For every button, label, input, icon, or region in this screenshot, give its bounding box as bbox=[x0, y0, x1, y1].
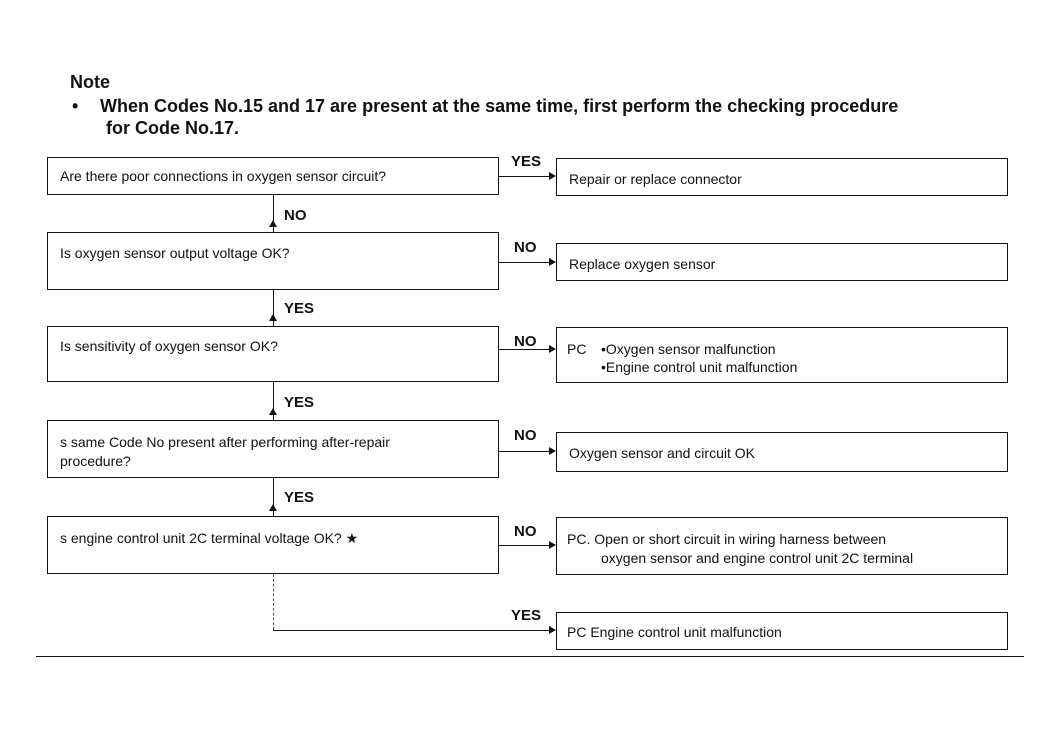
note-line-1 bbox=[70, 96, 898, 117]
result-item-3b: •Engine control unit malfunction bbox=[601, 359, 798, 375]
final-label: YES bbox=[511, 607, 542, 624]
note-line-2: for Code No.17. bbox=[106, 118, 240, 138]
arrow-up-icon bbox=[269, 314, 277, 321]
result-box-1 bbox=[556, 158, 1008, 196]
arrow-up-icon bbox=[269, 220, 277, 227]
connector-line bbox=[273, 630, 549, 631]
result-text-2: Replace oxygen sensor bbox=[569, 256, 716, 272]
result-text-5b: oxygen sensor and engine control unit 2C terminal bbox=[601, 550, 914, 566]
bullet-icon: • bbox=[72, 96, 79, 116]
question-box-2 bbox=[47, 232, 499, 290]
result-box-final bbox=[556, 612, 1008, 650]
question-box-5 bbox=[47, 516, 499, 574]
result-box-2 bbox=[556, 243, 1008, 281]
result-text-5a: PC. Open or short circuit in wiring harness between bbox=[567, 531, 887, 547]
arrow-up-icon bbox=[269, 504, 277, 511]
note-text-1: When Codes No.15 and 17 are present at the same time, first perform the checking procedure bbox=[100, 96, 899, 116]
connector-line bbox=[499, 451, 549, 452]
result-prefix-3: PC bbox=[567, 341, 587, 357]
arrow-right-icon bbox=[549, 626, 556, 634]
question-text-4b: procedure? bbox=[60, 453, 131, 469]
next-label-4: YES bbox=[284, 489, 315, 506]
question-box-3 bbox=[47, 326, 499, 382]
branch-label-5: NO bbox=[514, 523, 537, 540]
next-label-3: YES bbox=[284, 394, 315, 411]
next-label-2: YES bbox=[284, 300, 315, 317]
question-box-1 bbox=[47, 157, 499, 195]
connector-line bbox=[499, 262, 549, 263]
branch-label-2: NO bbox=[514, 239, 537, 256]
note-heading: Note bbox=[70, 72, 110, 92]
arrow-right-icon bbox=[549, 258, 556, 266]
arrow-right-icon bbox=[549, 447, 556, 455]
connector-line bbox=[273, 574, 274, 630]
connector-line bbox=[499, 176, 549, 177]
arrow-up-icon bbox=[269, 408, 277, 415]
result-item-3a: •Oxygen sensor malfunction bbox=[601, 341, 776, 357]
arrow-right-icon bbox=[549, 541, 556, 549]
question-text-5: s engine control unit 2C terminal voltage OK? ★ bbox=[60, 530, 359, 546]
question-text-1: Are there poor connections in oxygen sensor circuit? bbox=[60, 168, 387, 184]
result-box-5 bbox=[556, 517, 1008, 575]
question-text-4a: s same Code No present after performing after-repair bbox=[60, 434, 390, 450]
question-box-4 bbox=[47, 420, 499, 478]
branch-label-4: NO bbox=[514, 427, 537, 444]
branch-label-1: YES bbox=[511, 153, 542, 170]
question-text-3: Is sensitivity of oxygen sensor OK? bbox=[60, 338, 278, 354]
result-text-final: PC Engine control unit malfunction bbox=[567, 624, 782, 640]
result-box-3 bbox=[556, 327, 1008, 383]
next-label-1: NO bbox=[284, 207, 307, 224]
branch-label-3: NO bbox=[514, 333, 537, 350]
result-box-4 bbox=[556, 432, 1008, 472]
connector-line bbox=[499, 545, 549, 546]
arrow-right-icon bbox=[549, 345, 556, 353]
result-text-4: Oxygen sensor and circuit OK bbox=[569, 445, 755, 461]
footer-divider bbox=[36, 656, 1024, 657]
result-text-1: Repair or replace connector bbox=[569, 171, 742, 187]
question-text-2: Is oxygen sensor output voltage OK? bbox=[60, 245, 290, 261]
arrow-right-icon bbox=[549, 172, 556, 180]
